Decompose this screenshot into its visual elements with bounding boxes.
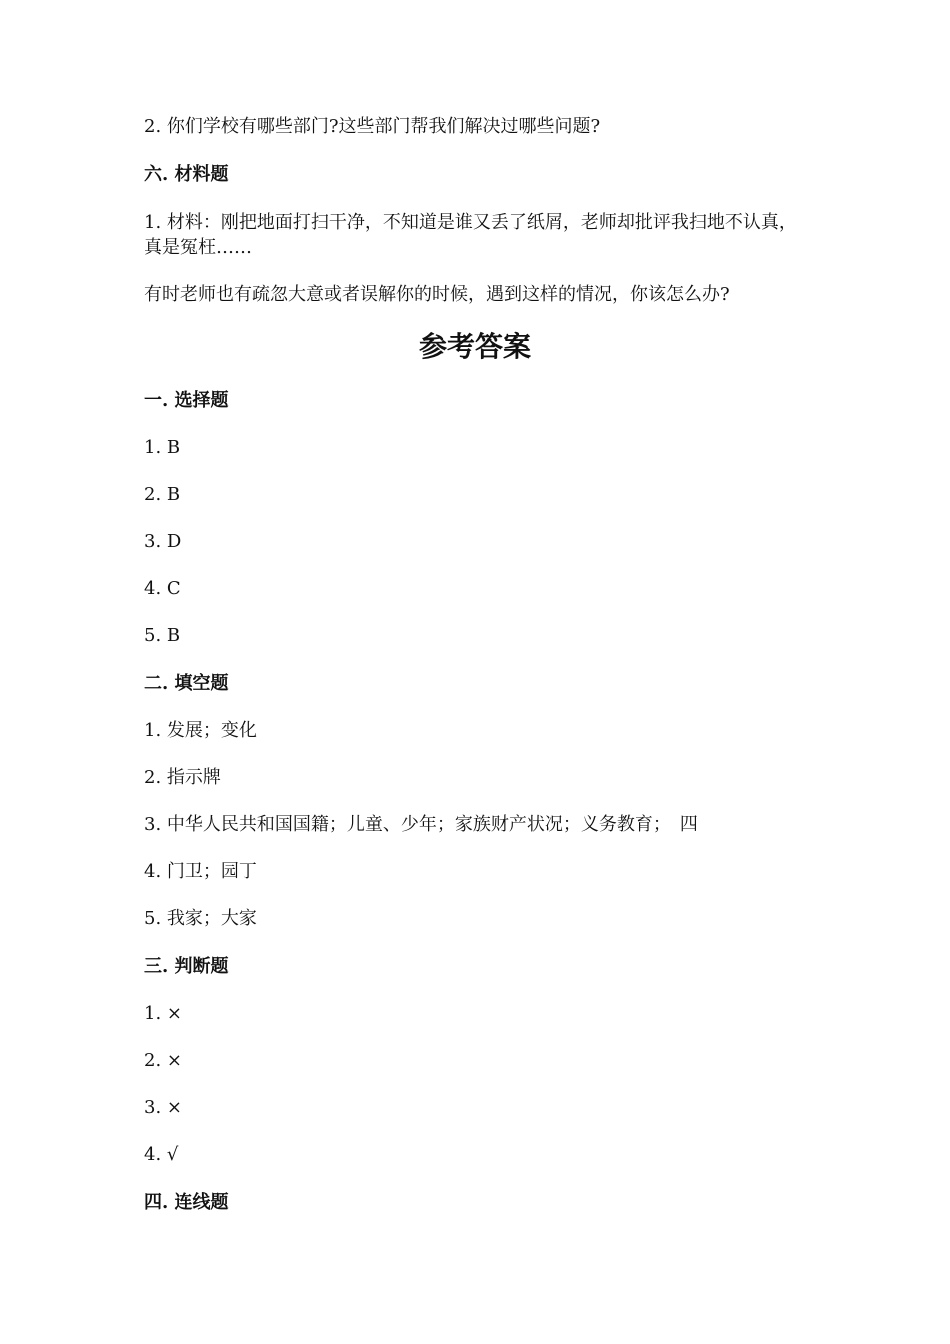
material-text-line-2: 真是冤枉…… [144,237,252,258]
answer-choice-1: 1. B [144,437,181,458]
answer-choice-4: 4. C [144,578,181,599]
answer-choice-5: 5. B [144,625,181,646]
section-heading-choice: 一. 选择题 [144,390,229,411]
answer-fill-3: 3. 中华人民共和国国籍；儿童、少年；家族财产状况；义务教育； 四 [144,814,698,835]
answer-judge-4: 4. √ [144,1144,179,1165]
answer-judge-1: 1. × [144,1003,182,1024]
section-heading-judge: 三. 判断题 [144,956,229,977]
answer-choice-2: 2. B [144,484,181,505]
section-heading-fill: 二. 填空题 [144,673,229,694]
answer-fill-4: 4. 门卫；园丁 [144,861,257,882]
answer-choice-3: 3. D [144,531,182,552]
answer-fill-2: 2. 指示牌 [144,767,221,788]
question-2-text: 2. 你们学校有哪些部门?这些部门帮我们解决过哪些问题? [144,116,601,137]
section-heading-matching: 四. 连线题 [144,1192,229,1213]
material-question: 有时老师也有疏忽大意或者误解你的时候，遇到这样的情况，你该怎么办? [144,284,730,305]
material-text-line-1: 1. 材料：刚把地面打扫干净，不知道是谁又丢了纸屑，老师却批评我扫地不认真， [144,212,797,233]
answer-judge-2: 2. × [144,1050,182,1071]
answer-key-title: 参考答案 [418,330,531,363]
answer-fill-5: 5. 我家；大家 [144,908,257,929]
answer-judge-3: 3. × [144,1097,182,1118]
answer-fill-1: 1. 发展；变化 [144,720,257,741]
section-heading-material: 六. 材料题 [144,164,229,185]
